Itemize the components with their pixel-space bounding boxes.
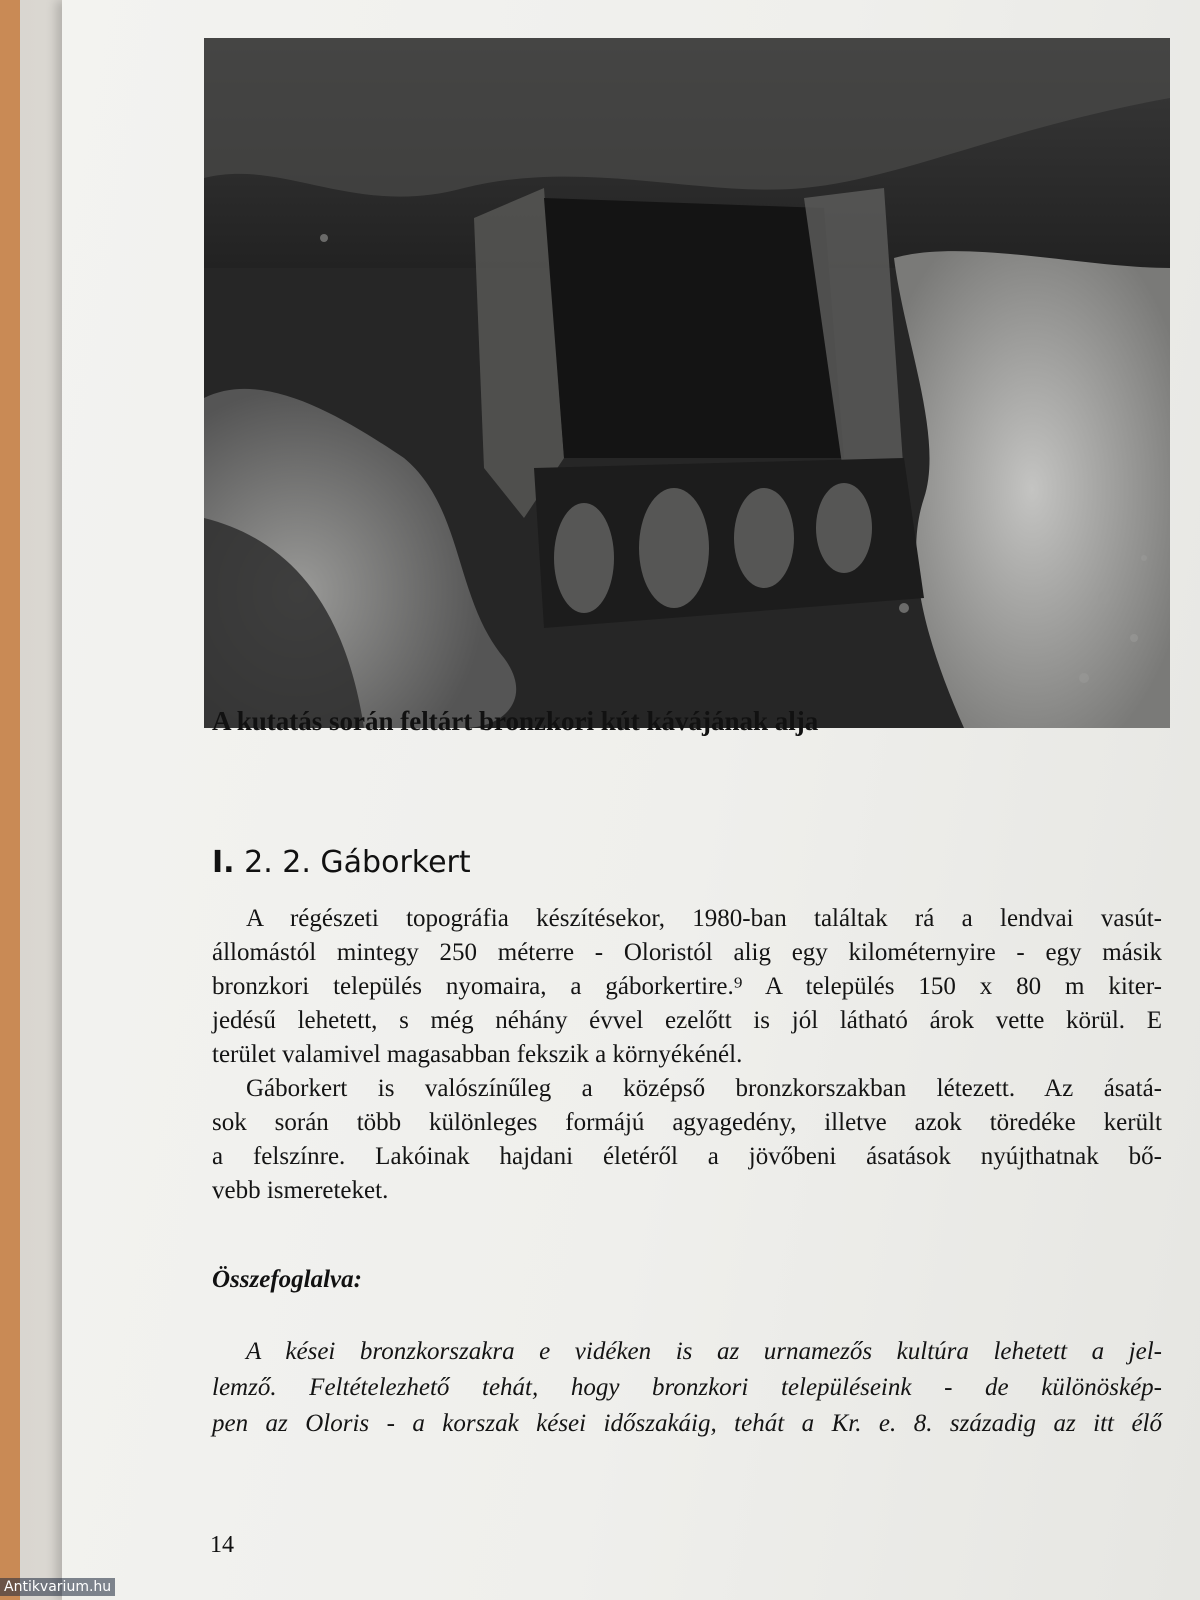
text-line: a felszínre. Lakóinak hajdani életéről a jövőbeni ásatások nyújthatnak bő- xyxy=(212,1143,1162,1170)
text-line: sok során több különleges formájú agyagedény, illetve azok töredéke került xyxy=(212,1109,1162,1136)
summary-heading: Összefoglalva: xyxy=(212,1266,362,1293)
watermark: Antikvarium.hu xyxy=(0,1578,115,1596)
summary-paragraph xyxy=(212,1334,1162,1442)
text-line: A kései bronzkorszakra e vidéken is az urnamezős kultúra lehetett a jel- xyxy=(246,1338,1162,1365)
paragraph-2 xyxy=(212,1072,1162,1208)
text-line: lemző. Feltételezhető tehát, hogy bronzkori településeink - de különöskép- xyxy=(212,1374,1162,1401)
text-line: terület valamivel magasabban fekszik a környékénél. xyxy=(212,1041,743,1068)
excavation-photo xyxy=(204,38,1170,728)
section-heading xyxy=(212,845,471,880)
section-number: I. xyxy=(212,845,235,880)
text-line: állomástól mintegy 250 méterre - Oloristól alig egy kilométernyire - egy másik xyxy=(212,939,1162,966)
text-line: vebb ismereteket. xyxy=(212,1177,389,1204)
text-line: Gáborkert is valószínűleg a középső bronzkorszakban létezett. Az ásatá- xyxy=(246,1075,1162,1102)
text-line: pen az Oloris - a korszak kései időszakáig, tehát a Kr. e. 8. századig az itt élő xyxy=(212,1410,1162,1437)
text-line: A régészeti topográfia készítésekor, 1980-ban találtak rá a lendvai vasút- xyxy=(246,905,1162,932)
photo-caption: A kutatás során feltárt bronzkori kút kávájának alja xyxy=(212,706,819,736)
paragraph-1 xyxy=(212,902,1162,1072)
text-line: bronzkori település nyomaira, a gáborkertire.⁹ A település 150 x 80 m kiter- xyxy=(212,973,1162,1000)
section-title: 2. 2. Gáborkert xyxy=(244,845,471,880)
text-line: jedésű lehetett, s még néhány évvel ezelőtt is jól látható árok vette körül. E xyxy=(212,1007,1162,1034)
page-number: 14 xyxy=(210,1532,234,1558)
